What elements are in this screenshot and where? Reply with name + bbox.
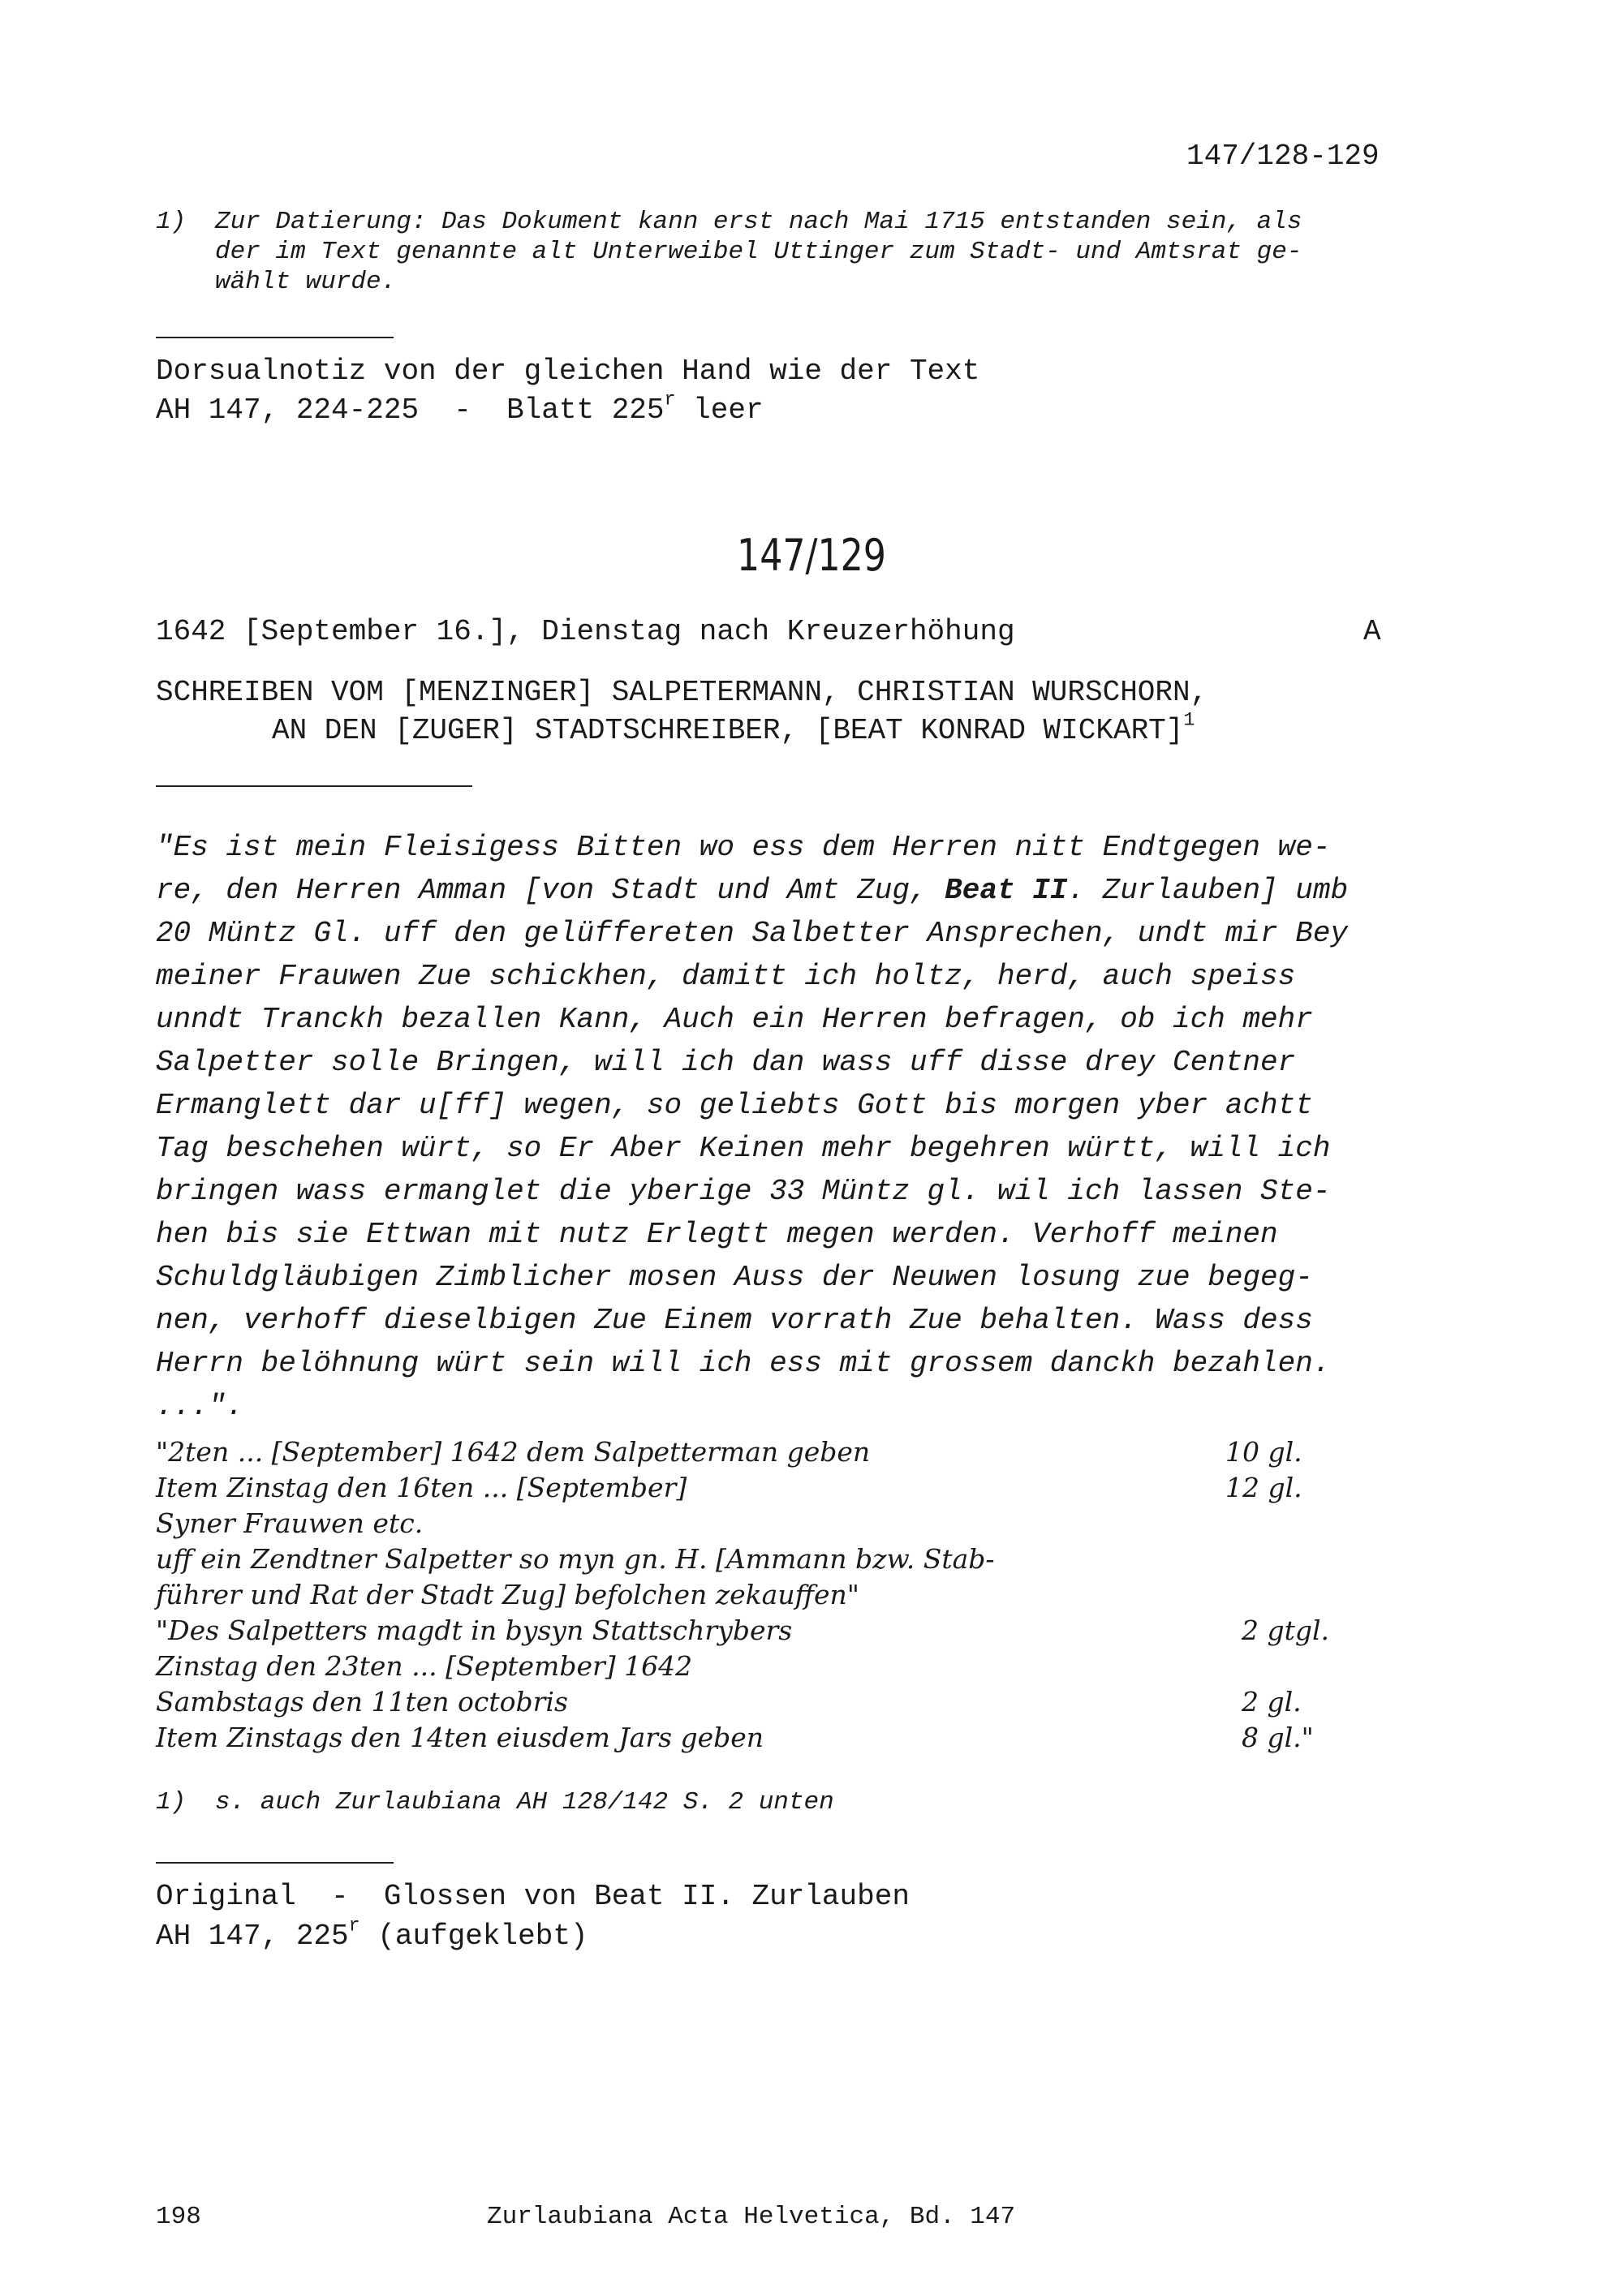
source-line: AH 147, 225$^r$ (aufgeklebt) — [156, 1915, 588, 1953]
divider — [156, 785, 472, 787]
quote-line: "Es ist mein Fleisigess Bitten wo ess dem Herren nitt Endtgegen we- — [156, 831, 1331, 864]
footnote-line: der im Text genannte alt Unterweibel Uttinger zum Stadt- und Amtsrat ge- — [215, 238, 1302, 266]
source-line: Dorsualnotiz von der gleichen Hand wie der Text — [156, 355, 980, 388]
quote-line: Herrn belöhnung würt sein will ich ess mit grossem danckh bezahlen. — [156, 1347, 1331, 1380]
gloss-line: Item Zinstags den 14ten eiusdem Jars geben — [156, 1722, 764, 1753]
quote-line: Ermanglett dar u[ff] wegen, so geliebts Gott bis morgen yber achtt — [156, 1089, 1313, 1122]
footnote-text: s. auch Zurlaubiana AH 128/142 S. 2 unten — [215, 1788, 834, 1817]
footnote-line: Zur Datierung: Das Dokument kann erst nach Mai 1715 entstanden sein, als — [215, 208, 1302, 236]
gloss-amount: 8 gl." — [1242, 1722, 1314, 1753]
entry-title-line: SCHREIBEN VOM [MENZINGER] SALPETERMANN, CHRISTIAN WURSCHORN, — [156, 676, 1208, 709]
entry-type-letter: A — [1363, 615, 1381, 648]
gloss-line: "Des Salpetters magdt in bysyn Stattschrybers — [156, 1615, 793, 1646]
quote-line: re, den Herren Amman [von Stadt und Amt Zug, Beat II. Zurlauben] umb — [156, 874, 1349, 907]
quote-line: Salpetter solle Bringen, will ich dan wass uff disse drey Centner — [156, 1046, 1296, 1079]
gloss-amount: 12 gl. — [1225, 1472, 1302, 1503]
quote-line: bringen wass ermanglet die yberige 33 Müntz gl. wil ich lassen Ste- — [156, 1175, 1331, 1208]
gloss-line: Zinstag den 23ten ... [September] 1642 — [156, 1650, 693, 1682]
page-range-header: 147/128-129 — [1186, 140, 1380, 173]
page-number: 198 — [156, 2203, 201, 2231]
gloss-line: Syner Frauwen etc. — [156, 1507, 424, 1539]
footnote-line: wählt wurde. — [215, 268, 397, 296]
footnote-marker: 1) — [156, 208, 187, 236]
gloss-line: uff ein Zendtner Salpetter so myn gn. H. [Ammann bzw. Stab- — [156, 1543, 995, 1575]
divider — [156, 1862, 394, 1864]
entry-number: 147/129 — [737, 530, 886, 581]
gloss-amount: 2 gl. — [1242, 1686, 1302, 1718]
gloss-amount: 10 gl. — [1225, 1436, 1302, 1468]
quote-line: meiner Frauwen Zue schickhen, damitt ich holtz, herd, auch speiss — [156, 960, 1296, 993]
source-line: Original - Glossen von Beat II. Zurlauben — [156, 1880, 910, 1913]
footnote-marker: 1) — [156, 1788, 187, 1817]
gloss-line: führer und Rat der Stadt Zug] befolchen zekauffen" — [156, 1579, 859, 1610]
source-line: AH 147, 224-225 - Blatt 225$^r$ leer — [156, 389, 764, 427]
quote-line: unndt Tranckh bezallen Kann, Auch ein Herren befragen, ob ich mehr — [156, 1003, 1313, 1036]
footnote-reference: 1 — [1183, 710, 1195, 732]
quote-line: nen, verhoff dieselbigen Zue Einem vorrath Zue behalten. Wass dess — [156, 1304, 1313, 1337]
divider — [156, 337, 394, 338]
gloss-line: Item Zinstag den 16ten ... [September] — [156, 1472, 687, 1503]
entry-date: 1642 [September 16.], Dienstag nach Kreuzerhöhung — [156, 615, 1015, 648]
gloss-line: Sambstags den 11ten octobris — [156, 1686, 568, 1718]
quote-line: ...". — [156, 1390, 244, 1423]
entry-title-line: AN DEN [ZUGER] STADTSCHREIBER, [BEAT KONRAD WICKART]$^1$ — [272, 710, 1195, 747]
quote-line: hen bis sie Ettwan mit nutz Erlegtt megen werden. Verhoff meinen — [156, 1218, 1278, 1251]
quote-line: Tag beschehen würt, so Er Aber Keinen mehr begehren württ, will ich — [156, 1132, 1331, 1165]
quote-line: 20 Müntz Gl. uff den gelüffereten Salbetter Ansprechen, undt mir Bey — [156, 917, 1349, 950]
gloss-line: "2ten ... [September] 1642 dem Salpetterman geben — [156, 1436, 871, 1468]
quote-line: Schuldgläubigen Zimblicher mosen Auss der Neuwen losung zue begeg- — [156, 1261, 1313, 1294]
gloss-amount: 2 gtgl. — [1242, 1615, 1330, 1646]
series-title: Zurlaubiana Acta Helvetica, Bd. 147 — [487, 2203, 1016, 2231]
